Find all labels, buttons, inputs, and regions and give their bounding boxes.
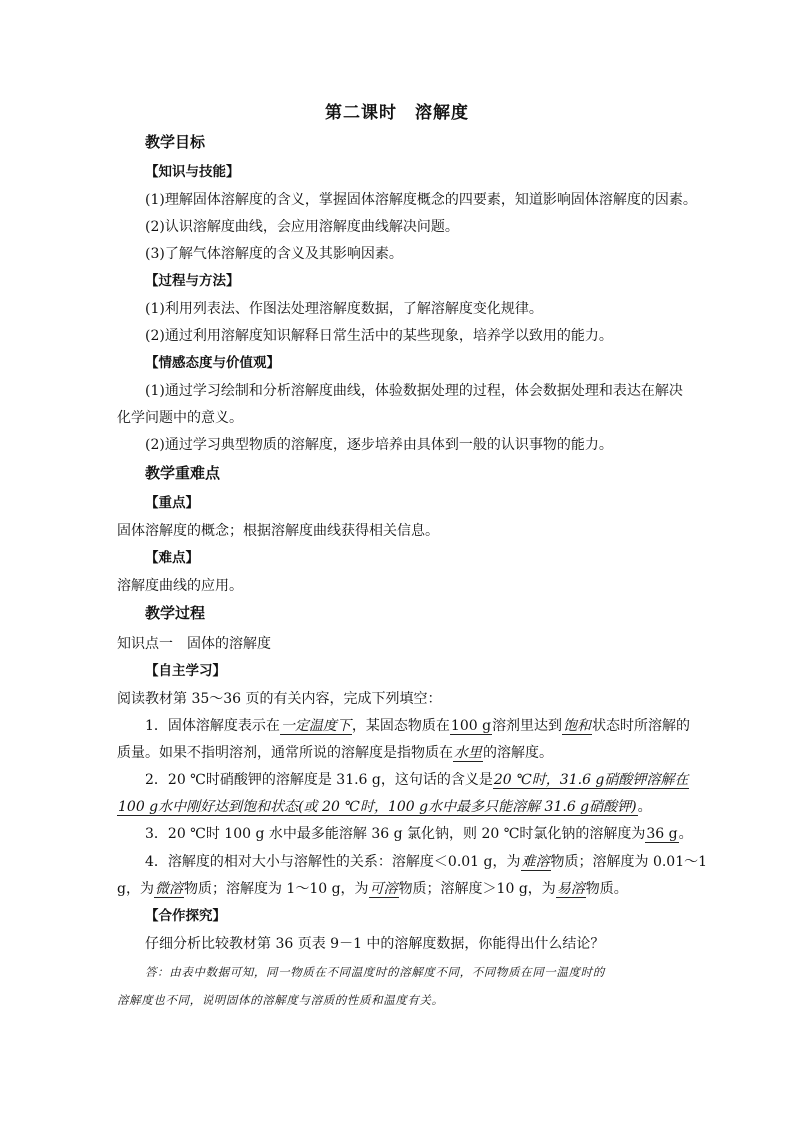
answer-blank: 可溶	[369, 881, 398, 897]
question-2-line-1: 2．20 ℃时硝酸钾的溶解度是 31.6 g，这句话的含义是20 ℃时，31.6 g硝酸钾溶解在	[145, 772, 689, 788]
subheading-process-method: 【过程与方法】	[145, 273, 240, 289]
question-1-line-1: 1．固体溶解度表示在一定温度下，某固态物质在100 g溶剂里达到饱和状态时所溶解的	[145, 718, 691, 734]
difficulty-text: 溶解度曲线的应用。	[117, 578, 243, 594]
answer-blank: 微溶	[154, 881, 183, 897]
knowledge-item-3: (3)了解气体溶解度的含义及其影响因素。	[145, 246, 403, 262]
answer-blank: 易溶	[556, 881, 585, 897]
question-4-line-2: g，为微溶物质；溶解度为 1～10 g，为可溶物质；溶解度＞10 g，为易溶物质。	[117, 881, 628, 897]
answer-line-1: 答：由表中数据可知，同一物质在不同温度时的溶解度不同，不同物质在同一温度时的	[145, 965, 605, 979]
answer-blank: 20 ℃时，31.6 g硝酸钾溶解在	[493, 772, 689, 788]
emotion-item-1-line-1: (1)通过学习绘制和分析溶解度曲线，体验数据处理的过程，体会数据处理和表达在解决	[145, 383, 683, 399]
question-3: 3．20 ℃时 100 g 水中最多能溶解 36 g 氯化钠，则 20 ℃时氯化钠的溶解度为36 g。	[145, 826, 693, 842]
subheading-focus: 【重点】	[145, 495, 199, 511]
knowledge-item-1: (1)理解固体溶解度的含义，掌握固体溶解度概念的四要素，知道影响固体溶解度的因素。	[145, 192, 697, 208]
answer-blank: 饱和	[563, 718, 592, 734]
process-item-1: (1)利用列表法、作图法处理溶解度数据，了解溶解度变化规律。	[145, 301, 543, 317]
subheading-cooperative: 【合作探究】	[145, 908, 226, 924]
focus-text: 固体溶解度的概念；根据溶解度曲线获得相关信息。	[117, 523, 439, 539]
answer-blank: 水里	[454, 745, 482, 761]
self-study-intro: 阅读教材第 35～36 页的有关内容，完成下列填空：	[117, 691, 442, 707]
answer-blank: 100 g水中刚好达到饱和状态(或 20 ℃时，100 g水中最多只能溶解 31.6 g硝酸钾)	[118, 799, 637, 815]
process-item-2: (2)通过利用溶解度知识解释日常生活中的某些现象，培养学以致用的能力。	[145, 328, 613, 344]
emotion-item-1-line-2: 化学问题中的意义。	[117, 410, 243, 426]
question-2-line-2: 100 g水中刚好达到饱和状态(或 20 ℃时，100 g水中最多只能溶解 31.6 g硝酸钾)。	[118, 799, 652, 815]
section-heading-objectives: 教学目标	[145, 133, 206, 151]
answer-line-2: 溶解度也不同，说明固体的溶解度与溶质的性质和温度有关。	[117, 993, 444, 1007]
question-1-line-2: 质量。如果不指明溶剂，通常所说的溶解度是指物质在水里的溶解度。	[117, 745, 553, 761]
subheading-knowledge: 【知识与技能】	[145, 164, 240, 180]
answer-blank: 难溶	[521, 854, 550, 870]
knowledge-item-2: (2)认识溶解度曲线，会应用溶解度曲线解决问题。	[145, 219, 459, 235]
answer-blank: 100 g	[450, 718, 492, 734]
section-heading-key-points: 教学重难点	[145, 464, 221, 482]
section-heading-process: 教学过程	[145, 604, 206, 622]
answer-blank: 36 g	[646, 826, 678, 842]
answer-blank: 一定温度下	[280, 718, 351, 734]
subheading-emotion: 【情感态度与价值观】	[145, 355, 280, 371]
subheading-self-study: 【自主学习】	[145, 663, 226, 679]
emotion-item-2: (2)通过学习典型物质的溶解度，逐步培养由具体到一般的认识事物的能力。	[145, 437, 613, 453]
cooperative-question: 仔细分析比较教材第 36 页表 9－1 中的溶解度数据，你能得出什么结论？	[145, 936, 605, 952]
topic-title: 知识点一 固体的溶解度	[117, 636, 271, 652]
question-4-line-1: 4．溶解度的相对大小与溶解性的关系：溶解度＜0.01 g，为难溶物质；溶解度为 0.01～1	[145, 854, 708, 870]
subheading-difficulty: 【难点】	[145, 550, 199, 566]
page-title: 第二课时 溶解度	[325, 103, 469, 123]
